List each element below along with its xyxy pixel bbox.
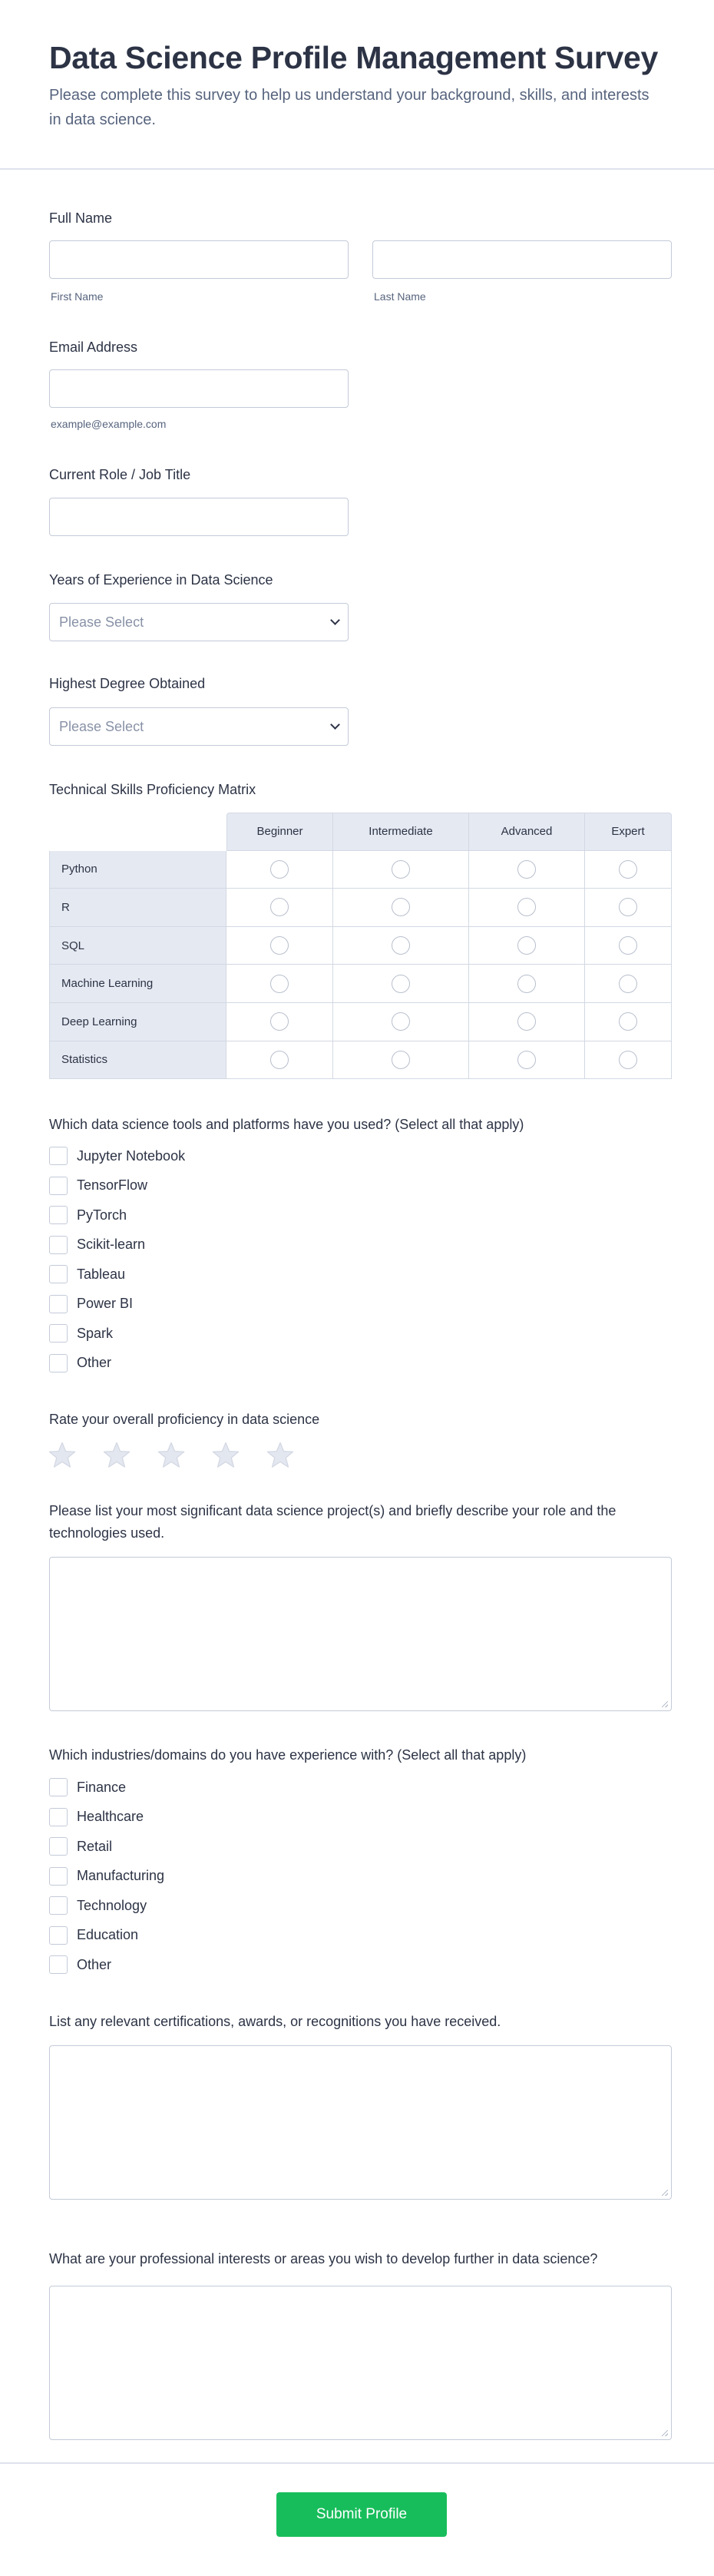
matrix-cell (469, 889, 585, 927)
matrix-row-label: R (49, 889, 226, 927)
checkbox-option[interactable] (49, 1837, 112, 1856)
years-placeholder: Please Select (59, 614, 144, 630)
checkbox[interactable] (49, 1896, 68, 1915)
resize-handle-icon[interactable] (662, 2430, 668, 2436)
matrix-col-header: Expert (585, 813, 672, 851)
matrix-cell (333, 889, 469, 927)
radio-expert[interactable] (619, 1012, 637, 1031)
matrix-cell (226, 927, 333, 965)
radio-intermediate[interactable] (392, 1012, 410, 1031)
checkbox[interactable] (49, 1926, 68, 1945)
certs-textarea[interactable] (49, 2045, 672, 2200)
checkbox-option[interactable] (49, 1295, 133, 1313)
matrix-cell (585, 851, 672, 889)
checkbox[interactable] (49, 1206, 68, 1224)
matrix-cell (585, 889, 672, 927)
checkbox-label: Technology (77, 1897, 147, 1913)
radio-advanced[interactable] (517, 1051, 536, 1069)
chevron-down-icon (330, 615, 340, 625)
matrix-row-label: Python (49, 851, 226, 889)
matrix-row-label: Machine Learning (49, 965, 226, 1003)
checkbox-label: Other (77, 1956, 112, 1972)
first-name-sublabel: First Name (51, 290, 104, 303)
matrix-row (49, 965, 672, 1003)
radio-beginner[interactable] (270, 975, 289, 993)
radio-intermediate[interactable] (392, 936, 410, 955)
matrix-cell (585, 1003, 672, 1041)
radio-intermediate[interactable] (392, 975, 410, 993)
degree-select[interactable] (49, 707, 349, 746)
projects-label: Please list your most significant data science project(s) and briefly describe your role and the technologies used. (49, 1503, 616, 1541)
matrix-row-label: Deep Learning (49, 1003, 226, 1041)
checkbox-option[interactable] (49, 1896, 147, 1915)
matrix-row-label: Statistics (49, 1041, 226, 1080)
checkbox-label: Scikit-learn (77, 1237, 146, 1252)
star-rating (48, 1441, 295, 1470)
email-hint: example@example.com (51, 418, 167, 430)
matrix-cell (585, 927, 672, 965)
interests-label: What are your professional interests or areas you wish to develop further in data science? (49, 2251, 598, 2266)
header-divider (0, 168, 714, 170)
last-name-sublabel: Last Name (374, 290, 426, 303)
matrix-row (49, 1041, 672, 1080)
checkbox-option[interactable] (49, 1265, 125, 1283)
radio-beginner[interactable] (270, 860, 289, 879)
checkbox-option[interactable] (49, 1236, 145, 1254)
matrix-cell (469, 927, 585, 965)
matrix-corner (49, 813, 226, 851)
matrix-cell (226, 851, 333, 889)
checkbox[interactable] (49, 1295, 68, 1313)
rating-label: Rate your overall proficiency in data science (49, 1412, 320, 1427)
checkbox[interactable] (49, 1955, 68, 1974)
checkbox-option[interactable] (49, 1354, 111, 1372)
role-input[interactable] (49, 498, 349, 536)
checkbox-option[interactable] (49, 1867, 164, 1886)
checkbox[interactable] (49, 1808, 68, 1826)
email-label: Email Address (49, 339, 138, 355)
checkbox-option[interactable] (49, 1177, 147, 1195)
role-label: Current Role / Job Title (49, 467, 191, 482)
matrix-cell (585, 1041, 672, 1080)
radio-intermediate[interactable] (392, 898, 410, 916)
matrix-col-header: Advanced (469, 813, 585, 851)
radio-beginner[interactable] (270, 898, 289, 916)
tools-label: Which data science tools and platforms have you used? (Select all that apply) (49, 1117, 524, 1132)
matrix-row (49, 889, 672, 927)
projects-textarea[interactable] (49, 1557, 672, 1711)
radio-advanced[interactable] (517, 1012, 536, 1031)
checkbox-option[interactable] (49, 1808, 144, 1826)
first-name-input[interactable] (49, 240, 349, 279)
radio-expert[interactable] (619, 898, 637, 916)
footer-divider (0, 2462, 714, 2464)
radio-intermediate[interactable] (392, 1051, 410, 1069)
email-input[interactable] (49, 369, 349, 408)
checkbox-option[interactable] (49, 1206, 127, 1224)
radio-expert[interactable] (619, 975, 637, 993)
checkbox-label: Tableau (77, 1266, 126, 1282)
checkbox-label: Other (77, 1355, 112, 1370)
star-icon[interactable] (48, 1441, 77, 1470)
matrix-cell (333, 927, 469, 965)
radio-expert[interactable] (619, 1051, 637, 1069)
degree-placeholder: Please Select (59, 718, 144, 734)
page-title: Data Science Profile Management Survey (49, 40, 658, 75)
checkbox-option[interactable] (49, 1147, 185, 1165)
matrix-col-header: Beginner (226, 813, 333, 851)
matrix-cell (226, 965, 333, 1003)
radio-beginner[interactable] (270, 936, 289, 955)
years-select[interactable] (49, 603, 349, 641)
matrix-cell (469, 965, 585, 1003)
years-label: Years of Experience in Data Science (49, 572, 273, 588)
checkbox[interactable] (49, 1837, 68, 1856)
checkbox[interactable] (49, 1354, 68, 1372)
radio-expert[interactable] (619, 860, 637, 879)
matrix-cell (469, 851, 585, 889)
full-name-label: Full Name (49, 210, 113, 226)
star-icon[interactable] (266, 1441, 295, 1470)
checkbox[interactable] (49, 1867, 68, 1886)
interests-textarea[interactable] (49, 2286, 672, 2440)
matrix-cell (333, 965, 469, 1003)
matrix-cell (333, 1003, 469, 1041)
submit-button[interactable]: Submit Profile (276, 2492, 447, 2537)
matrix-col-header: Intermediate (333, 813, 469, 851)
radio-advanced[interactable] (517, 975, 536, 993)
checkbox[interactable] (49, 1147, 68, 1165)
resize-handle-icon[interactable] (662, 1701, 668, 1707)
checkbox[interactable] (49, 1265, 68, 1283)
checkbox[interactable] (49, 1236, 68, 1254)
checkbox[interactable] (49, 1324, 68, 1343)
checkbox-label: PyTorch (77, 1207, 127, 1223)
matrix-label: Technical Skills Proficiency Matrix (49, 782, 256, 797)
degree-label: Highest Degree Obtained (49, 676, 206, 691)
radio-advanced[interactable] (517, 860, 536, 879)
matrix-cell (333, 851, 469, 889)
matrix-row (49, 927, 672, 965)
radio-intermediate[interactable] (392, 860, 410, 879)
checkbox-label: Finance (77, 1779, 127, 1795)
radio-advanced[interactable] (517, 898, 536, 916)
matrix-cell (333, 1041, 469, 1080)
matrix-cell (469, 1003, 585, 1041)
resize-handle-icon[interactable] (662, 2190, 668, 2196)
checkbox[interactable] (49, 1778, 68, 1796)
radio-beginner[interactable] (270, 1051, 289, 1069)
skills-matrix (49, 813, 672, 1079)
radio-beginner[interactable] (270, 1012, 289, 1031)
matrix-row (49, 1003, 672, 1041)
star-icon[interactable] (211, 1441, 240, 1470)
matrix-cell (226, 889, 333, 927)
checkbox-label: Education (77, 1927, 139, 1942)
checkbox-label: TensorFlow (77, 1177, 148, 1193)
matrix-cell (585, 965, 672, 1003)
star-icon[interactable] (157, 1441, 186, 1470)
star-icon[interactable] (102, 1441, 131, 1470)
matrix-cell (469, 1041, 585, 1080)
checkbox-option[interactable] (49, 1778, 126, 1796)
certs-label: List any relevant certifications, awards, or recognitions you have received. (49, 2014, 501, 2029)
last-name-input[interactable] (372, 240, 672, 279)
page-subtitle: Please complete this survey to help us understand your background, skills, and interests in data science. (49, 87, 650, 128)
matrix-row (49, 851, 672, 889)
radio-expert[interactable] (619, 936, 637, 955)
radio-advanced[interactable] (517, 936, 536, 955)
checkbox-label: Power BI (77, 1296, 134, 1311)
matrix-cell (226, 1003, 333, 1041)
checkbox-label: Jupyter Notebook (77, 1147, 186, 1164)
industries-label: Which industries/domains do you have experience with? (Select all that apply) (49, 1747, 527, 1763)
checkbox-option[interactable] (49, 1324, 113, 1343)
matrix-row-label: SQL (49, 927, 226, 965)
checkbox[interactable] (49, 1177, 68, 1195)
checkbox-label: Manufacturing (77, 1868, 165, 1883)
checkbox-label: Retail (77, 1838, 113, 1854)
checkbox-label: Spark (77, 1325, 114, 1341)
checkbox-option[interactable] (49, 1955, 111, 1974)
chevron-down-icon (330, 720, 340, 730)
checkbox-label: Healthcare (77, 1809, 144, 1824)
matrix-cell (226, 1041, 333, 1080)
checkbox-option[interactable] (49, 1926, 138, 1945)
